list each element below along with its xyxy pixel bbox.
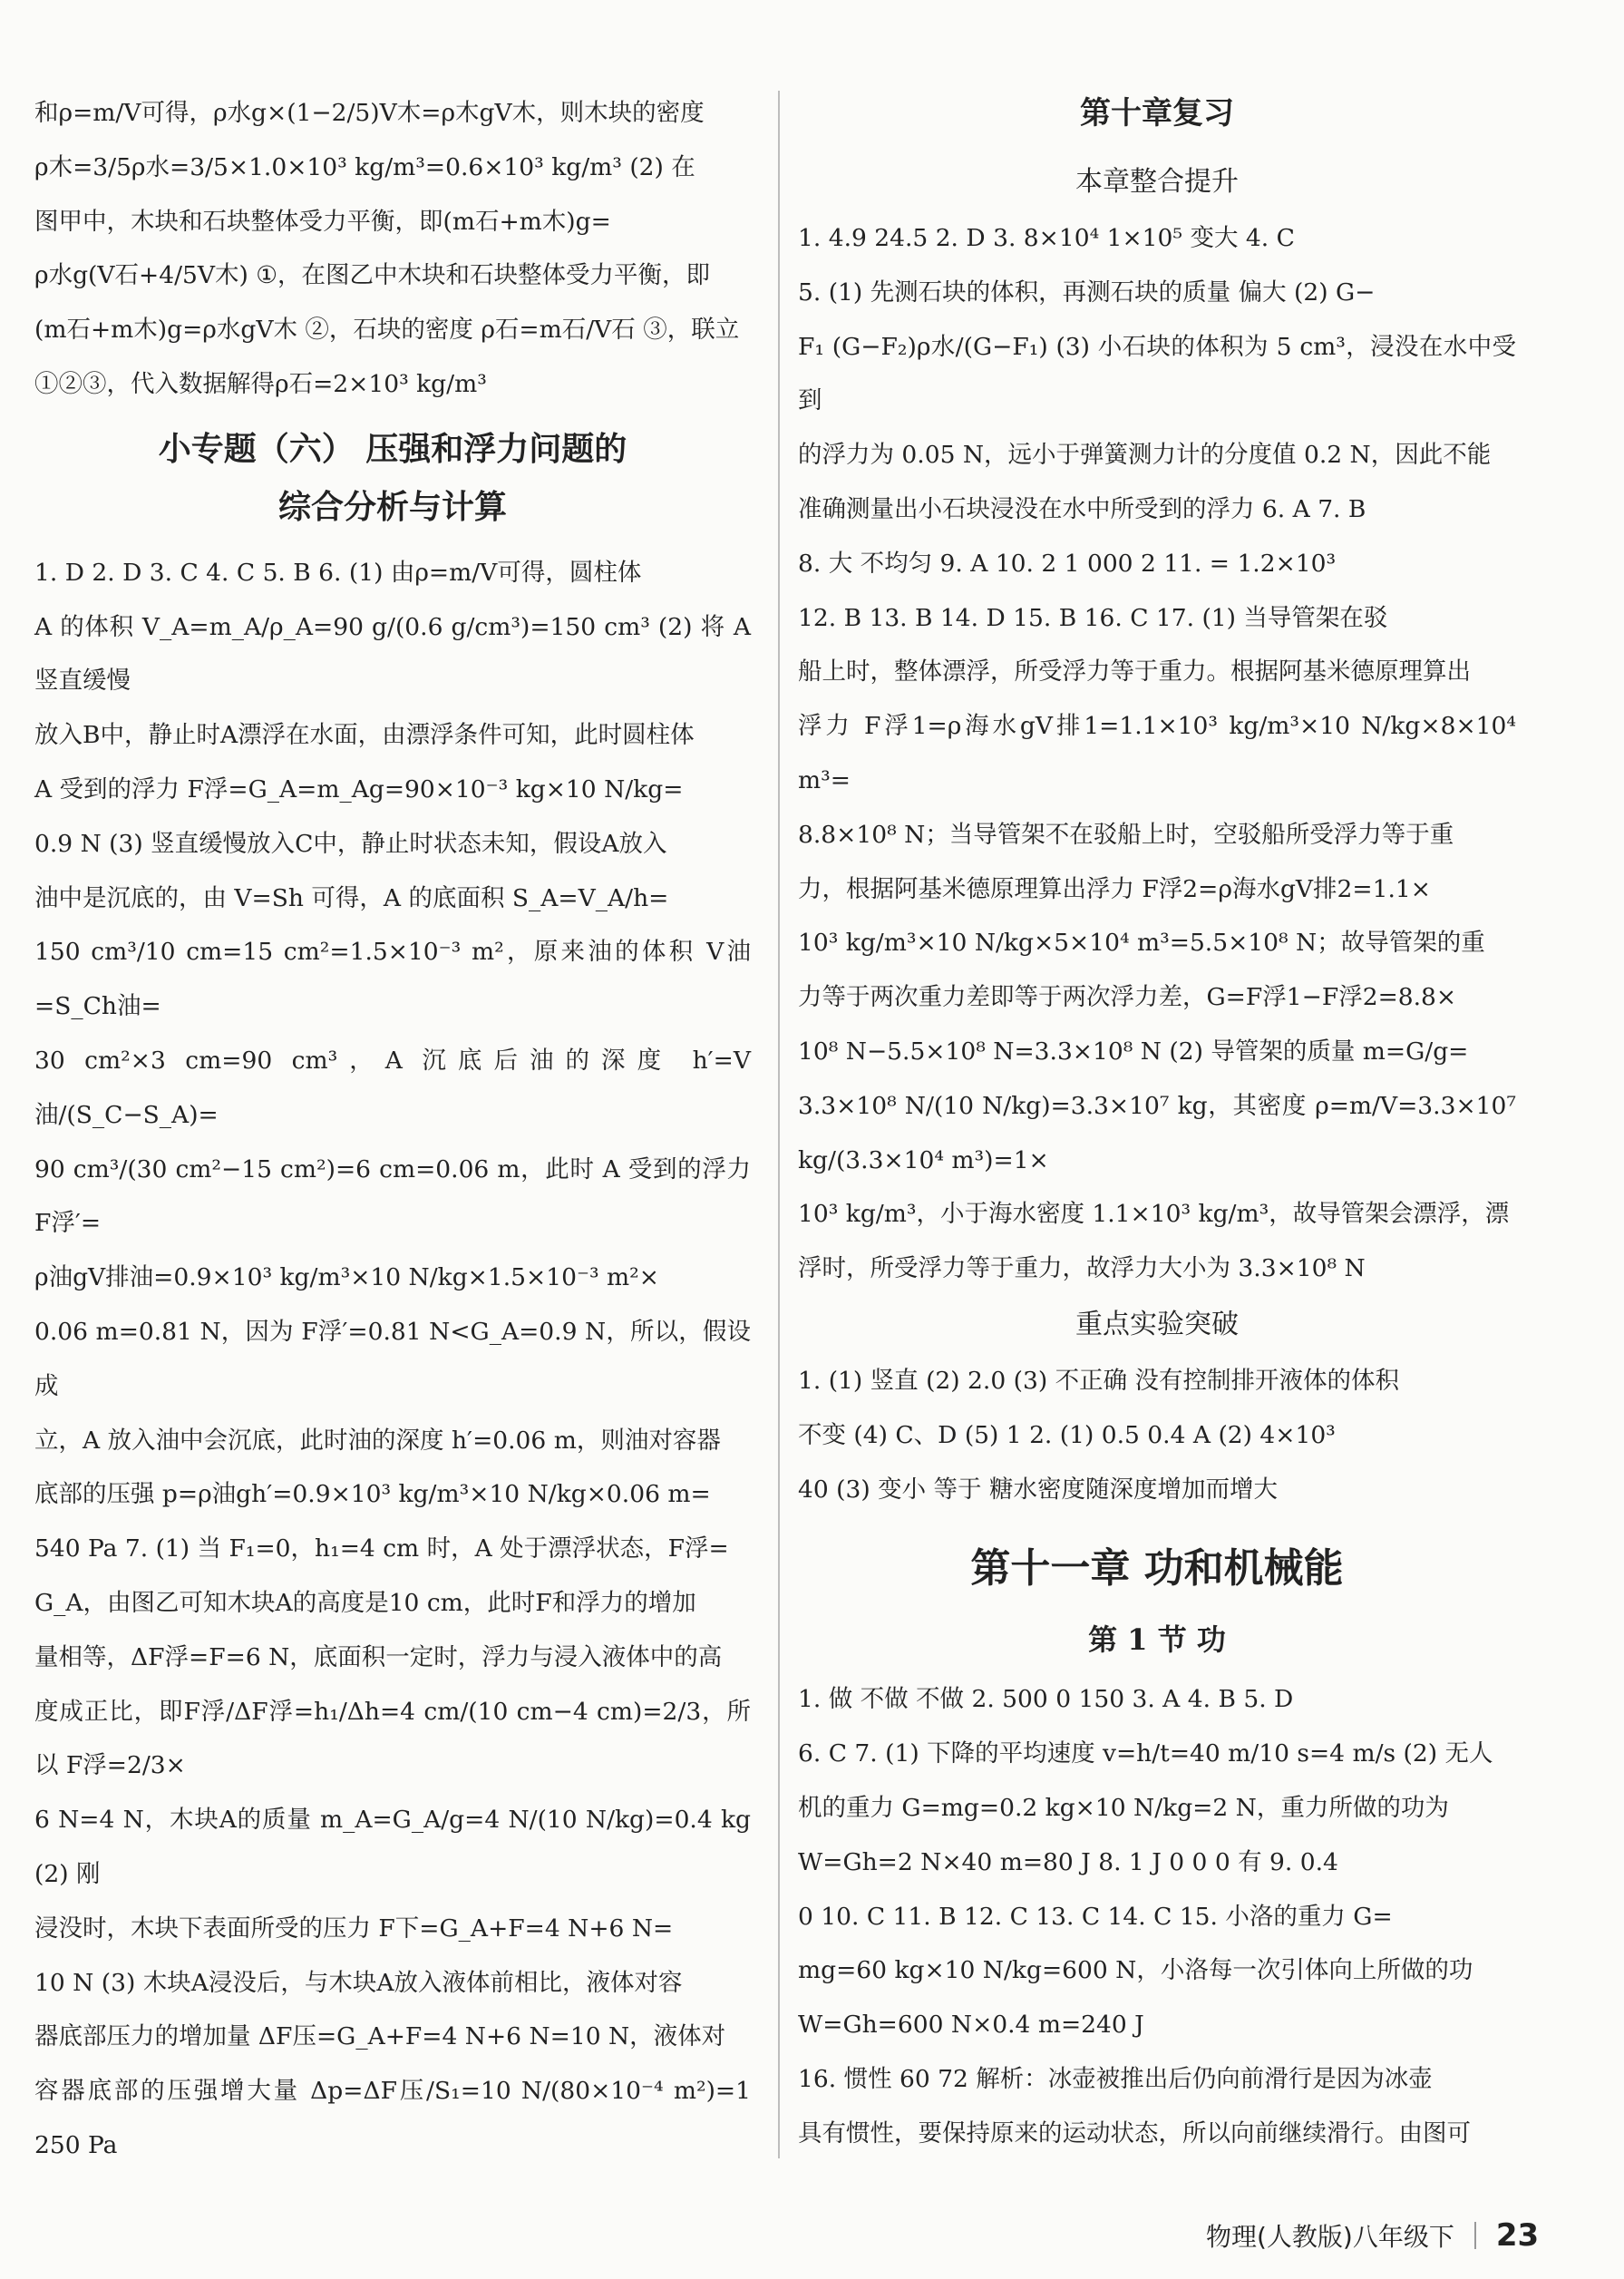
- text-line: 0 10. C 11. B 12. C 13. C 14. C 15. 小洛的重力 G=: [798, 1902, 1393, 1931]
- text-line: 10³ kg/m³×10 N/kg×5×10⁴ m³=5.5×10⁸ N；故导管架的重: [798, 929, 1485, 958]
- text-line: ρ油gV排油=0.9×10³ kg/m³×10 N/kg×1.5×10⁻³ m²×: [34, 1263, 659, 1292]
- text-line: 12. B 13. B 14. D 15. B 16. C 17. (1) 当导管架在驳: [798, 603, 1388, 632]
- text-line: 立，A 放入油中会沉底，此时油的深度 h′=0.06 m，则油对容器: [34, 1426, 721, 1455]
- text-line: 浮力 F浮1=ρ海水gV排1=1.1×10³ kg/m³×10 N/kg×8×10⁴ m³=: [798, 712, 1516, 794]
- text-line: 0.06 m=0.81 N，因为 F浮′=0.81 N<G_A=0.9 N，所以，假设成: [34, 1317, 751, 1400]
- topic-heading-line2: 综合分析与计算: [277, 488, 507, 526]
- text-line: 1. 做 不做 不做 2. 500 0 150 3. A 4. B 5. D: [798, 1685, 1294, 1714]
- text-line: 6. C 7. (1) 下降的平均速度 v=h/t=40 m/10 s=4 m/s (2) 无人: [798, 1739, 1493, 1768]
- page-footer: [1206, 2217, 1539, 2254]
- text-line: ①②③，代入数据解得ρ石=2×10³ kg/m³: [34, 369, 487, 398]
- text-line: 10⁸ N−5.5×10⁸ N=3.3×10⁸ N (2) 导管架的质量 m=G/g=: [798, 1037, 1469, 1066]
- text-line: 10 N (3) 木块A浸没后，与木块A放入液体前相比，液体对容: [34, 1968, 683, 1997]
- text-line: 6 N=4 N，木块A的质量 m_A=G_A/g=4 N/(10 N/kg)=0.4 kg (2) 刚: [34, 1806, 751, 1888]
- text-line: W=Gh=2 N×40 m=80 J 8. 1 J 0 0 0 有 9. 0.4: [798, 1847, 1338, 1876]
- answer-block-experiment: [798, 1354, 1516, 1516]
- answer-block-continued: [34, 86, 751, 412]
- text-line: 油中是沉底的，由 V=Sh 可得，A 的底面积 S_A=V_A/h=: [34, 883, 669, 912]
- text-line: mg=60 kg×10 N/kg=600 N，小洛每一次引体向上所做的功: [798, 1956, 1473, 1985]
- answer-block-topic6: [34, 546, 751, 2173]
- text-line: 浮时，所受浮力等于重力，故浮力大小为 3.3×10⁸ N: [798, 1254, 1366, 1283]
- answer-block-review: [798, 211, 1516, 1296]
- right-column: [798, 86, 1516, 2161]
- text-line: 器底部压力的增加量 ΔF压=G_A+F=4 N+6 N=10 N，液体对: [34, 2022, 726, 2051]
- book-title: 物理(人教版)八年级下: [1206, 2222, 1454, 2252]
- text-line: 机的重力 G=mg=0.2 kg×10 N/kg=2 N，重力所做的功为: [798, 1793, 1449, 1822]
- chapter-review-heading: 第十章复习: [1080, 95, 1234, 131]
- text-line: 的浮力为 0.05 N，远小于弹簧测力计的分度值 0.2 N，因此不能: [798, 441, 1492, 470]
- text-line: 1. (1) 竖直 (2) 2.0 (3) 不正确 没有控制排开液体的体积: [798, 1366, 1400, 1395]
- text-line: F₁ (G−F₂)ρ水/(G−F₁) (3) 小石块的体积为 5 cm³，浸没在水中受到: [798, 332, 1516, 415]
- text-line: 10³ kg/m³，小于海水密度 1.1×10³ kg/m³，故导管架会漂浮，漂: [798, 1200, 1510, 1229]
- text-line: 度成正比，即F浮/ΔF浮=h₁/Δh=4 cm/(10 cm−4 cm)=2/3，所以 F浮=2/3×: [34, 1697, 751, 1780]
- answer-block-work: [798, 1672, 1516, 2160]
- text-line: 不变 (4) C、D (5) 1 2. (1) 0.5 0.4 A (2) 4×10³: [798, 1420, 1336, 1449]
- text-line: ρ木=3/5ρ水=3/5×1.0×10³ kg/m³=0.6×10³ kg/m³ (2) 在: [34, 152, 695, 181]
- topic-heading-line1: 小专题（六） 压强和浮力问题的: [158, 430, 627, 468]
- text-line: 540 Pa 7. (1) 当 F₁=0，h₁=4 cm 时，A 处于漂浮状态，F浮=: [34, 1534, 729, 1563]
- column-divider: [778, 91, 780, 2158]
- page-number: 23: [1495, 2217, 1540, 2254]
- footer-separator: [1474, 2222, 1476, 2249]
- text-line: 放入B中，静止时A漂浮在水面，由漂浮条件可知，此时圆柱体: [34, 721, 695, 750]
- text-line: A 的体积 V_A=m_A/ρ_A=90 g/(0.6 g/cm³)=150 cm³ (2) 将 A 竖直缓慢: [34, 612, 751, 696]
- text-line: G_A，由图乙可知木块A的高度是10 cm，此时F和浮力的增加: [34, 1588, 696, 1617]
- text-line: 船上时，整体漂浮，所受浮力等于重力。根据阿基米德原理算出: [798, 657, 1471, 687]
- text-line: (m石+m木)g=ρ水gV木 ②，石块的密度 ρ石=m石/V石 ③，联立: [34, 316, 740, 345]
- text-line: 底部的压强 p=ρ油gh′=0.9×10³ kg/m³×10 N/kg×0.06 m=: [34, 1480, 711, 1509]
- text-line: 30 cm²×3 cm=90 cm³，A 沉底后油的深度 h′=V油/(S_C−S_A)=: [34, 1046, 751, 1129]
- text-line: 1. D 2. D 3. C 4. C 5. B 6. (1) 由ρ=m/V可得，圆柱体: [34, 558, 642, 587]
- text-line: 150 cm³/10 cm=15 cm²=1.5×10⁻³ m²，原来油的体积 V油=S_Ch油=: [34, 938, 751, 1021]
- section-heading-integration: 本章整合提升: [1075, 166, 1239, 198]
- lesson-heading: 第 1 节 功: [1088, 1622, 1226, 1658]
- text-line: A 受到的浮力 F浮=G_A=m_Ag=90×10⁻³ kg×10 N/kg=: [34, 774, 684, 803]
- text-line: 90 cm³/(30 cm²−15 cm²)=6 cm=0.06 m，此时 A 受到的浮力 F浮′=: [34, 1154, 751, 1238]
- text-line: 量相等，ΔF浮=F=6 N，底面积一定时，浮力与浸入液体中的高: [34, 1642, 723, 1671]
- text-line: 力，根据阿基米德原理算出浮力 F浮2=ρ海水gV排2=1.1×: [798, 874, 1431, 903]
- text-line: 3.3×10⁸ N/(10 N/kg)=3.3×10⁷ kg，其密度 ρ=m/V=3.3×10⁷ kg/(3.3×10⁴ m³)=1×: [798, 1091, 1516, 1174]
- text-line: 浸没时，木块下表面所受的压力 F下=G_A+F=4 N+6 N=: [34, 1914, 674, 1943]
- text-line: ρ水g(V石+4/5V木) ①，在图乙中木块和石块整体受力平衡，即: [34, 261, 711, 290]
- chapter-11-heading: 第十一章 功和机械能: [970, 1545, 1344, 1592]
- text-line: 和ρ=m/V可得，ρ水g×(1−2/5)V木=ρ木gV木，则木块的密度: [34, 99, 705, 127]
- text-line: W=Gh=600 N×0.4 m=240 J: [798, 2011, 1144, 2040]
- text-line: 5. (1) 先测石块的体积，再测石块的质量 偏大 (2) G−: [798, 278, 1376, 307]
- topic-heading: [34, 421, 751, 537]
- text-line: 具有惯性，要保持原来的运动状态，所以向前继续滑行。由图可: [798, 2118, 1471, 2148]
- text-line: 8.8×10⁸ N；当导管架不在驳船上时，空驳船所受浮力等于重: [798, 820, 1454, 849]
- text-line: 1. 4.9 24.5 2. D 3. 8×10⁴ 1×10⁵ 变大 4. C: [798, 224, 1295, 252]
- text-line: 容器底部的压强增大量 Δp=ΔF压/S₁=10 N/(80×10⁻⁴ m²)=1 250 Pa: [34, 2077, 751, 2159]
- text-line: 0.9 N (3) 竖直缓慢放入C中，静止时状态未知，假设A放入: [34, 829, 667, 858]
- text-line: 16. 惯性 60 72 解析：冰壶被推出后仍向前滑行是因为冰壶: [798, 2064, 1433, 2093]
- text-line: 图甲中，木块和石块整体受力平衡，即(m石+m木)g=: [34, 207, 611, 236]
- text-line: 40 (3) 变小 等于 糖水密度随深度增加而增大: [798, 1475, 1278, 1504]
- text-line: 8. 大 不均匀 9. A 10. 2 1 000 2 11. = 1.2×10³: [798, 549, 1337, 578]
- text-line: 力等于两次重力差即等于两次浮力差，G=F浮1−F浮2=8.8×: [798, 983, 1457, 1012]
- text-line: 准确测量出小石块浸没在水中所受到的浮力 6. A 7. B: [798, 494, 1366, 523]
- section-heading-experiment: 重点实验突破: [1075, 1308, 1239, 1340]
- left-column: [34, 86, 751, 2173]
